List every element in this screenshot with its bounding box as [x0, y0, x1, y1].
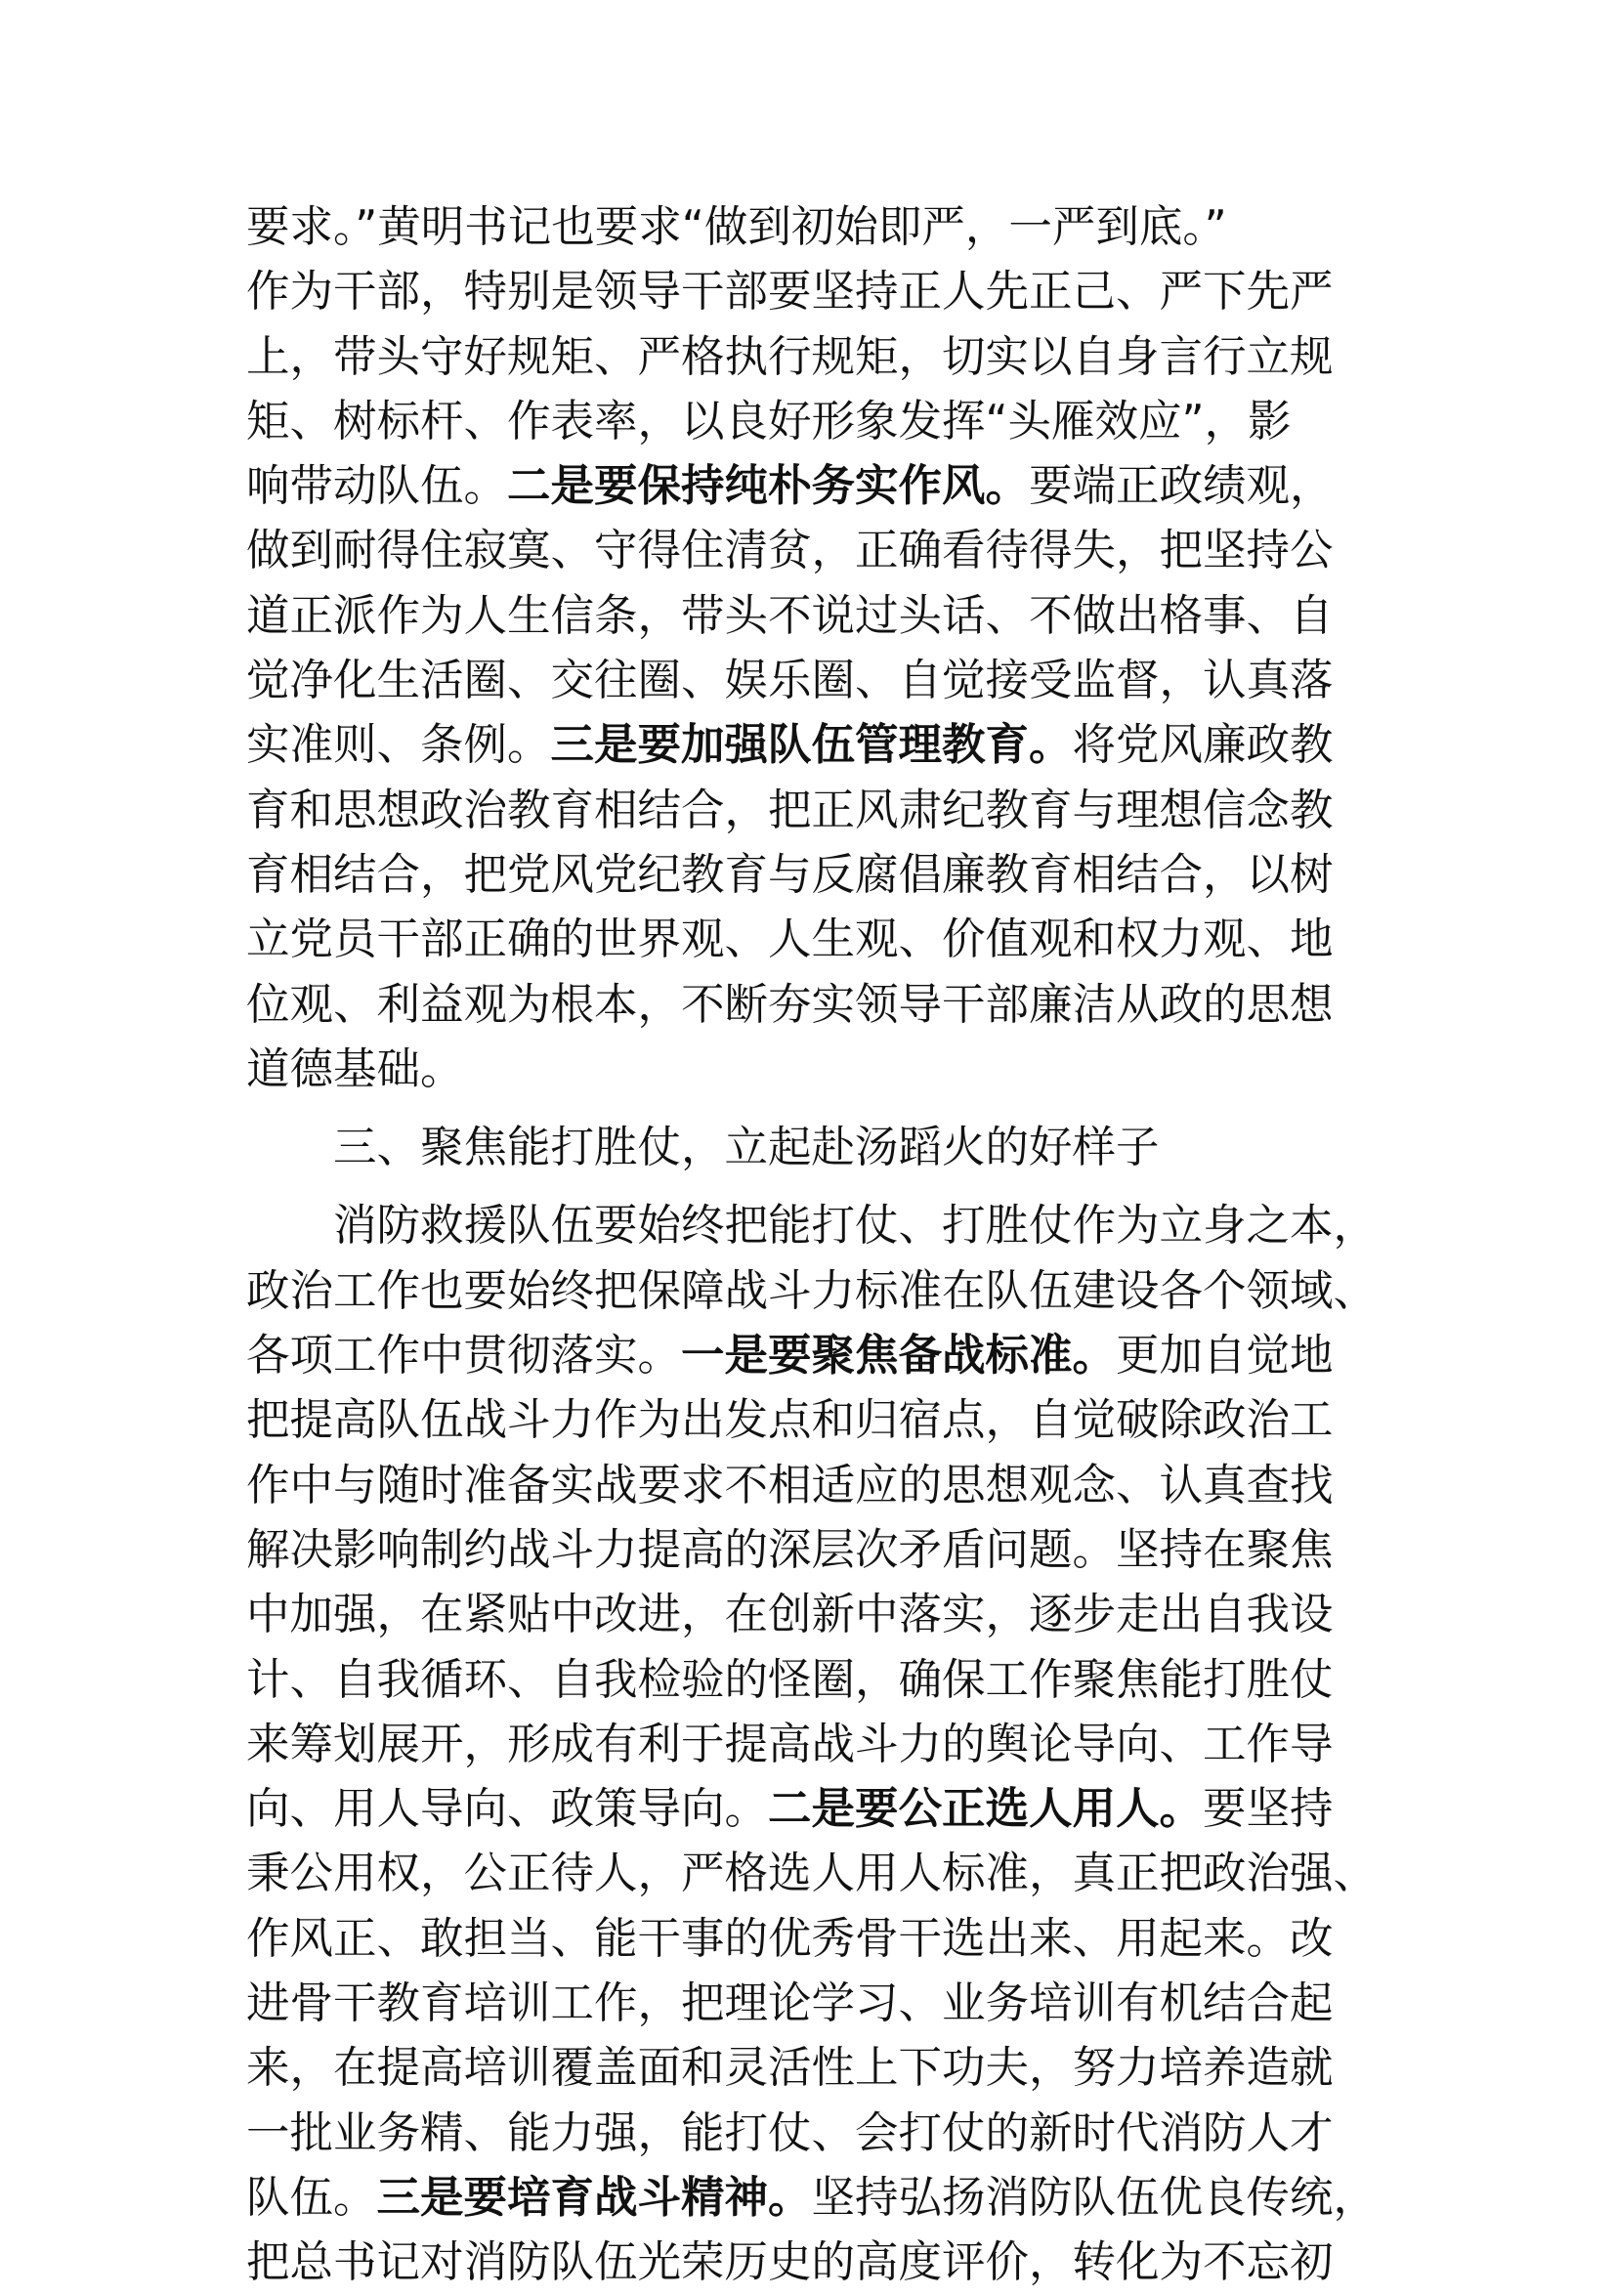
text-line: [246, 1777, 1370, 1842]
bold-phrase: 三是要培育战斗精神。: [376, 2172, 812, 2223]
text-line: [246, 2036, 1370, 2101]
text-run: 政治工作也要始终把保障战斗力标准在队伍建设各个领域、: [246, 1265, 1378, 1316]
text-run: 把提高队伍战斗力作为出发点和归宿点，自觉破除政治工: [246, 1395, 1334, 1446]
text-line: [246, 1038, 1370, 1102]
text-line: [246, 1388, 1370, 1453]
text-line: [246, 973, 1370, 1038]
text-run: 做到耐得住寂寞、守得住清贫，正确看待得失，把坚持公: [246, 526, 1334, 576]
bold-phrase: 二是要保持纯朴务实作风。: [507, 461, 1030, 512]
text-run: 要端正政绩观，: [1029, 461, 1334, 512]
bold-phrase: 三是要加强队伍管理教育。: [550, 720, 1073, 771]
bold-phrase: 二是要公正选人用人。: [768, 1784, 1204, 1835]
text-line: [246, 843, 1370, 908]
text-line: [246, 1454, 1370, 1518]
text-run: 向、用人导向、政策导向。: [246, 1784, 769, 1835]
text-run: 消防救援队伍要始终把能打仗、打胜仗作为立身之本，: [333, 1201, 1378, 1252]
text-run: 计、自我循环、自我检验的怪圈，确保工作聚焦能打胜仗: [246, 1654, 1334, 1705]
section-heading-3: 三、聚焦能打胜仗，立起赴汤蹈火的好样子: [333, 1123, 1160, 1173]
text-run: 来，在提高培训覆盖面和灵活性上下功夫，努力培养造就: [246, 2043, 1334, 2094]
text-run: 作风正、敢担当、能干事的优秀骨干选出来、用起来。改: [246, 1913, 1334, 1964]
text-line: [246, 1907, 1370, 1972]
text-line: [246, 649, 1370, 713]
text-run: 立党员干部正确的世界观、人生观、价值观和权力观、地: [246, 914, 1334, 965]
text-run: 作中与随时准备实战要求不相适应的思想观念、认真查找: [246, 1460, 1334, 1510]
text-line: [246, 713, 1370, 778]
text-run: 上，带头守好规矩、严格执行规矩，切实以自身言行立规: [246, 331, 1334, 382]
text-line: [246, 195, 1370, 260]
paragraph-combat-readiness: [246, 1194, 1378, 2295]
text-line: [246, 2231, 1370, 2295]
text-run: 中加强，在紧贴中改进，在创新中落实，逐步走出自我设: [246, 1590, 1334, 1640]
text-line: [246, 1518, 1370, 1583]
text-run: 解决影响制约战斗力提高的深层次矛盾问题。坚持在聚焦: [246, 1524, 1334, 1575]
text-line: [246, 1583, 1370, 1647]
text-run: 各项工作中贯彻落实。: [246, 1331, 682, 1382]
text-run: 矩、树标杆、作表率，以良好形象发挥“头雁效应”，影: [246, 396, 1292, 446]
text-line: [246, 325, 1370, 390]
text-line: [246, 390, 1370, 454]
text-line: [246, 1972, 1370, 2036]
paragraph-discipline: [246, 195, 1370, 1102]
text-run: 进骨干教育培训工作，把理论学习、业务培训有机结合起: [246, 1978, 1334, 2029]
text-line: [246, 1194, 1378, 1258]
text-run: 作为干部，特别是领导干部要坚持正人先正己、严下先严: [246, 267, 1334, 318]
text-line: [246, 454, 1370, 519]
text-run: 位观、利益观为根本，不断夯实领导干部廉洁从政的思想: [246, 979, 1334, 1030]
text-line: [246, 2166, 1378, 2231]
text-line: [246, 2102, 1370, 2166]
text-line: [246, 1713, 1370, 1777]
text-run: 一批业务精、能力强，能打仗、会打仗的新时代消防人才: [246, 2107, 1334, 2158]
text-run: 道正派作为人生信条，带头不说过头话、不做出格事、自: [246, 590, 1334, 641]
text-run: 要坚持: [1203, 1784, 1334, 1835]
text-line: [246, 1842, 1378, 1906]
text-line: [246, 519, 1370, 583]
text-line: [246, 1648, 1370, 1713]
text-line: [246, 779, 1370, 843]
text-line: [246, 584, 1370, 649]
text-run: 育相结合，把党风党纪教育与反腐倡廉教育相结合，以树: [246, 849, 1334, 900]
text-run: 来筹划展开，形成有利于提高战斗力的舆论导向、工作导: [246, 1719, 1334, 1769]
text-run: 队伍。: [246, 2172, 377, 2223]
text-run: 秉公用权，公正待人，严格选人用人标准，真正把政治强、: [246, 1849, 1378, 1899]
bold-phrase: 一是要聚焦备战标准。: [681, 1331, 1117, 1382]
text-run: 坚持弘扬消防队伍优良传统，: [811, 2172, 1378, 2223]
text-line: [246, 1324, 1370, 1388]
text-line: [246, 1259, 1378, 1324]
paragraph-gap: [246, 1180, 1370, 1194]
text-run: 更加自觉地: [1116, 1331, 1334, 1382]
text-run: 实准则、条例。: [246, 720, 551, 771]
text-run: 要求。”黄明书记也要求“做到初始即严，一严到底。”: [246, 202, 1227, 252]
text-run: 道德基础。: [246, 1043, 464, 1094]
text-run: 将党风廉政教: [1072, 720, 1334, 771]
text-run: 把总书记对消防队伍光荣历史的高度评价，转化为不忘初: [246, 2237, 1334, 2288]
text-run: 响带动队伍。: [246, 461, 508, 512]
text-run: 觉净化生活圈、交往圈、娱乐圈、自觉接受监督，认真落: [246, 656, 1334, 706]
paragraph-gap: [246, 1102, 1370, 1116]
document-page: [246, 195, 1378, 2296]
text-line: [246, 260, 1370, 324]
text-line: [246, 908, 1370, 972]
text-run: 育和思想政治教育相结合，把正风肃纪教育与理想信念教: [246, 785, 1334, 835]
